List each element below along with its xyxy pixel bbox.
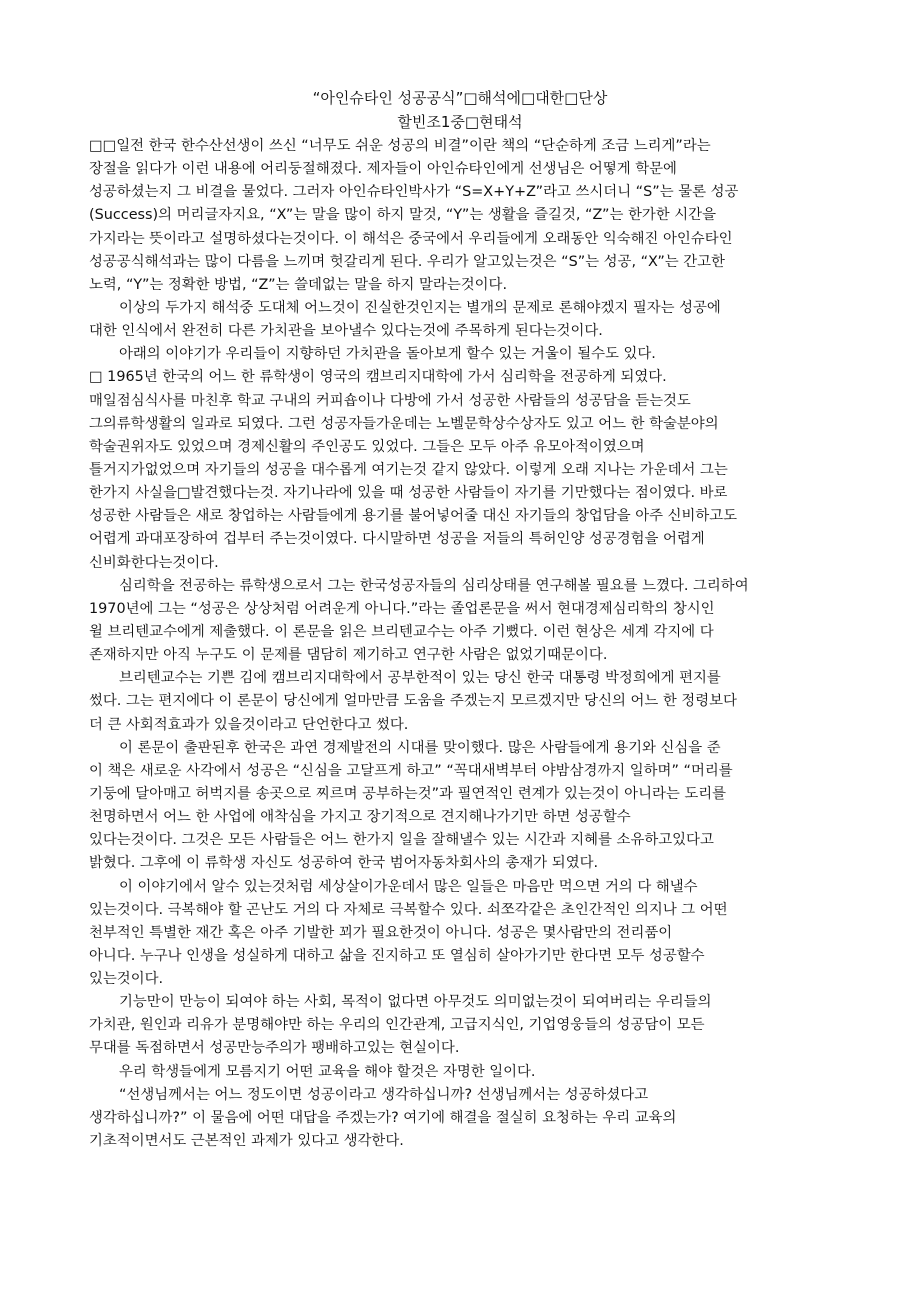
text-line: 이 론문이 출판된후 한국은 과연 경제발전의 시대를 맞이했다. 많은 사람들에게 용기와 신심을 준 bbox=[119, 739, 721, 756]
text-line: 브리텐교수는 기쁜 김에 캠브리지대학에서 공부한적이 있는 당신 한국 대통령 박정희에게 편지를 bbox=[119, 670, 721, 687]
text-line: 천명하면서 어느 한 사업에 애착심을 가지고 장기적으로 견지해나가기만 하면 성공할수 bbox=[89, 809, 631, 826]
text-line: 이 책은 새로운 사각에서 성공은 “신심을 고달프게 하고” “꼭대새벽부터 야밤삼경까지 일하며” “머리를 bbox=[89, 762, 733, 779]
text-line: 장절을 읽다가 이런 내용에 어리둥절해졌다. 제자들이 아인슈타인에게 선생님은 어떻게 학문에 bbox=[89, 161, 677, 178]
text-line: 학술권위자도 있었으며 경제신활의 주인공도 있었다. 그들은 모두 아주 유모아적이였으며 bbox=[89, 438, 645, 455]
text-line: 천부적인 특별한 재간 혹은 아주 기발한 꾀가 필요한것이 아니다. 성공은 몇사람만의 전리품이 bbox=[89, 924, 673, 941]
text-line: (Success)의 머리글자지요, “X”는 말을 많이 하지 말것, “Y”는 생활을 즐길것, “Z”는 한가한 시간을 bbox=[89, 207, 716, 224]
text-line: 기능만이 만능이 되여야 하는 사회, 목적이 없다면 아무것도 의미없는것이 되여버리는 우리들의 bbox=[119, 994, 712, 1011]
text-line: 윌 브리텐교수에게 제출했다. 이 론문을 읽은 브리텐교수는 아주 기뻤다. 이런 현상은 세계 각지에 다 bbox=[89, 623, 714, 640]
text-line: 있다는것이다. 그것은 모든 사람들은 어느 한가지 일을 잘해낼수 있는 시간과 지혜를 소유하고있다고 bbox=[89, 832, 714, 849]
document-author: 할빈조1중□현태석 bbox=[397, 113, 523, 131]
text-line: 기둥에 달아매고 허벅지를 송곳으로 찌르며 공부하는것”과 필연적인 련계가 있는것이 아니라는 도리를 bbox=[89, 785, 727, 802]
text-line: 대한 인식에서 완전히 다른 가치관을 보아낼수 있다는것에 주목하게 된다는것이다. bbox=[89, 323, 603, 340]
text-line: 매일점심식사를 마친후 학교 구내의 커피숍이나 다방에 가서 성공한 사람들의 성공담을 듣는것도 bbox=[89, 392, 691, 409]
text-line: 썼다. 그는 편지에다 이 론문이 당신에게 얼마만큼 도움을 주겠는지 모르겠지만 당신의 어느 한 정령보다 bbox=[89, 693, 737, 710]
text-line: 성공하셨는지 그 비결을 물었다. 그러자 아인슈타인박사가 “S=X+Y+Z”라고 쓰시더니 “S”는 물론 성공 bbox=[89, 184, 739, 201]
text-line: 성공한 사람들은 새로 창업하는 사람들에게 용기를 불어넣어줄 대신 자기들의 창업담을 아주 신비하고도 bbox=[89, 508, 738, 525]
text-line: 있는것이다. bbox=[89, 971, 164, 988]
text-line: 노력, “Y”는 정확한 방법, “Z”는 쓸데없는 말을 하지 말라는것이다. bbox=[89, 276, 508, 293]
text-line: 있는것이다. 극복해야 할 곤난도 거의 다 자체로 극복할수 있다. 쇠쪼각같은 초인간적인 의지나 그 어떤 bbox=[89, 901, 728, 918]
text-line: 성공공식해석과는 많이 다름을 느끼며 헛갈리게 된다. 우리가 알고있는것은 “S”는 성공, “X”는 간고한 bbox=[89, 253, 725, 270]
text-line: 기초적이면서도 근본적인 과제가 있다고 생각한다. bbox=[89, 1133, 404, 1150]
text-line: 무대를 독점하면서 성공만능주의가 팽배하고있는 현실이다. bbox=[89, 1040, 460, 1057]
document-body bbox=[0, 135, 920, 1153]
text-line: 어렵게 과대포장하여 겁부터 주는것이였다. 다시말하면 성공을 저들의 특허인양 성공경험을 어렵게 bbox=[89, 531, 705, 548]
text-line: 한가지 사실을□발견했다는것. 자기나라에 있을 때 성공한 사람들이 자기를 기만했다는 점이였다. 바로 bbox=[89, 485, 728, 502]
text-line: □□일전 한국 한수산선생이 쓰신 “너무도 쉬운 성공의 비결”이란 책의 “단순하게 조금 느리게”라는 bbox=[89, 138, 711, 154]
text-line: 존재하지만 아직 누구도 이 문제를 댐담히 제기하고 연구한 사람은 없었기때문이다. bbox=[89, 647, 608, 664]
text-line: 그의류학생활의 일과로 되였다. 그런 성공자들가운데는 노벨문학상수상자도 있고 어느 한 학술분야의 bbox=[89, 415, 719, 432]
text-line: 이 이야기에서 알수 있는것처럼 세상살이가운데서 많은 일들은 마음만 먹으면 거의 다 해낼수 bbox=[119, 878, 698, 895]
document-title: “아인슈타인 성공공식”□해석에□대한□단상 bbox=[312, 89, 608, 107]
text-line: 밝혔다. 그후에 이 류학생 자신도 성공하여 한국 범어자동차회사의 총재가 되였다. bbox=[89, 855, 599, 872]
text-line: 생각하십니까?” 이 물음에 어떤 대답을 주겠는가? 여기에 해결을 절실히 요청하는 우리 교육의 bbox=[89, 1109, 677, 1126]
text-line: 틀거지가없었으며 자기들의 성공을 대수롭게 여기는것 같지 않았다. 이렇게 오래 지나는 가운데서 그는 bbox=[89, 461, 728, 478]
text-line: 신비화한다는것이다. bbox=[89, 554, 219, 571]
text-line: 우리 학생들에게 모름지기 어떤 교육을 해야 할것은 자명한 일이다. bbox=[119, 1063, 536, 1080]
text-line: 심리학을 전공하는 류학생으로서 그는 한국성공자들의 심리상태를 연구해볼 필요를 느꼈다. 그리하여 bbox=[119, 577, 749, 594]
text-line: 이상의 두가지 해석중 도대체 어느것이 진실한것인지는 별개의 문제로 론해야겠지 필자는 성공에 bbox=[119, 299, 721, 316]
text-line: “선생님께서는 어느 정도이면 성공이라고 생각하십니까? 선생님께서는 성공하셨다고 bbox=[119, 1086, 649, 1103]
text-line: 가지라는 뜻이라고 설명하셨다는것이다. 이 해석은 중국에서 우리들에게 오래동안 익숙해진 아인슈타인 bbox=[89, 230, 733, 247]
text-line: 가치관, 원인과 리유가 분명해야만 하는 우리의 인간관계, 고급지식인, 기업영웅들의 성공담이 모든 bbox=[89, 1017, 705, 1034]
text-line: 1970년에 그는 “성공은 상상처럼 어려운게 아니다.”라는 졸업론문을 써서 현대경제심리학의 창시인 bbox=[89, 600, 715, 617]
text-line: □ 1965년 한국의 어느 한 류학생이 영국의 캠브리지대학에 가서 심리학을 전공하게 되였다. bbox=[89, 369, 667, 386]
text-line: 아래의 이야기가 우리들이 지향하던 가치관을 돌아보게 할수 있는 거울이 될수도 있다. bbox=[119, 346, 656, 363]
text-line: 아니다. 누구나 인생을 성실하게 대하고 삶을 진지하고 또 열심히 살아가기만 한다면 모두 성공할수 bbox=[89, 947, 705, 964]
text-line: 더 큰 사회적효과가 있을것이라고 단언한다고 썼다. bbox=[89, 716, 409, 733]
